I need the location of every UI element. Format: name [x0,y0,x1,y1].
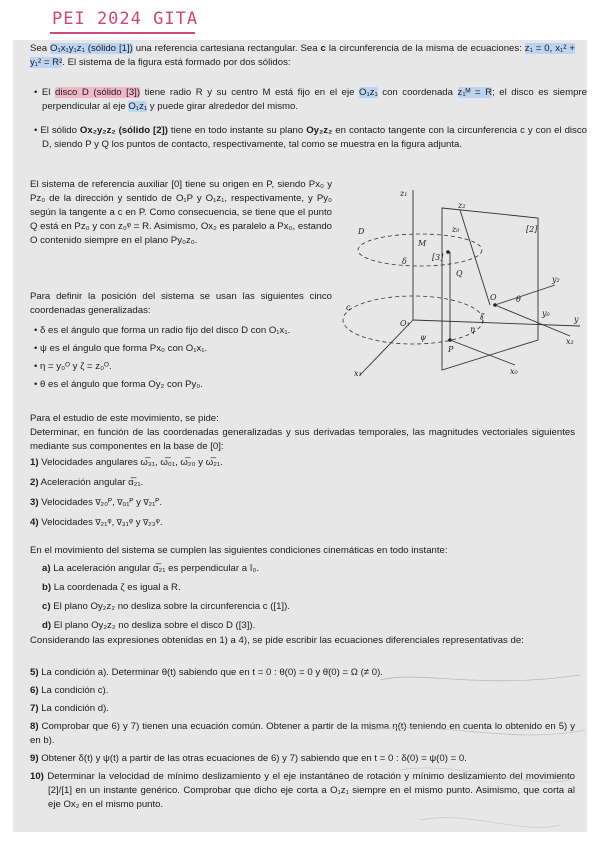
axis-x2 [495,305,570,336]
label-x0: x₀ [510,367,518,376]
label-y1: y [574,315,579,324]
label-delta: δ [402,257,407,266]
label-D: D [358,227,365,236]
task-6: 6) La condición c). [30,685,109,696]
axis-z2 [460,210,490,305]
axis-y1 [413,320,580,326]
label-theta: θ [516,295,521,304]
coords-intro: Para definir la posición del sistema se usan las siguientes cinco coordenadas generalizadas: [30,291,332,316]
label-Q: Q [456,269,463,278]
label-x1: x₁ [354,369,362,378]
highlight-equation: z₁ = 0, x₁² + y₁² = R² [30,43,575,68]
axis-y2 [495,285,555,305]
coord-theta: • θ es el ángulo que forma Oy₂ con Py₀. [34,379,203,390]
handwritten-underline [50,32,195,34]
coord-eta-zeta: • η = y₀ᴼ y ζ = z₀ᴼ. [34,361,112,372]
task-10: 10) Determinar la velocidad de mínimo deslizamiento y el eje instantáneo de rotación y mínimo deslizamiento del movimiento [2]/[1] en un instante genérico. Comprobar que dicho eje corta a O₁z₁ siempre en el mismo punto. Asimismo, que corta al eje Ox₂ en el mismo punto. [30,771,575,810]
axis-x1 [360,320,413,375]
task-5: 5) La condición a). Determinar θ(t) sabiendo que en t = 0 : θ(0) = 0 y θ̇(0) = Ω (≠ 0). [30,667,383,678]
label-z1: z₁ [400,189,408,198]
label-P: P [448,345,454,354]
label-O: O [490,293,497,302]
task-2: 2) Aceleración angular α̅₂₁. [30,477,144,488]
condition-b: b) La coordenada ζ es igual a R. [42,582,181,593]
task-8: 8) Comprobar que 6) y 7) tienen una ecuación común. Obtener a partir de la misma η(t) teniendo en cuenta lo obtenido en 5) y en b). [30,721,575,746]
determine-paragraph: Determinar, en función de las coordenadas generalizadas y sus derivadas temporales, las magnitudes vectoriales siguientes mediante sus componentes en la base de [0]: [30,427,575,452]
pencil-marks [360,660,590,850]
task-list-a [30,456,575,530]
mechanism-figure [330,180,585,380]
task-9: 9) Obtener δ(t) y ψ(t) a partir de las otras ecuaciones de 6) y 7) sabiendo que en t = 0 : δ(0) = ψ(0) = 0. [30,753,467,764]
considering-paragraph: Considerando las expresiones obtenidas en 1) a 4), se pide escribir las ecuaciones diferenciales representativas de: [30,635,524,646]
label-z0-top: z₀ [452,225,460,234]
highlight-reference: O₁x₁y₁z₁ (sólido [1]) [50,43,133,54]
condition-list [30,562,587,633]
condition-c: c) El plano Oy₂z₂ no desliza sobre la circunferencia c ([1]). [42,601,290,612]
label-zeta: ζ [480,313,485,322]
coord-delta: • δ es el ángulo que forma un radio fijo del disco D con O₁x₁. [34,325,291,336]
condition-a: a) La aceleración angular α̅₂₁ es perpendicular a î₀. [42,563,260,574]
handwritten-title: PEI 2024 GITA [52,9,199,29]
label-psi: ψ [420,333,427,342]
highlight-disk: disco D (sólido [3]) [54,87,141,98]
label-z2: z₂ [458,201,466,210]
conditions-intro: En el movimiento del sistema se cumplen las siguientes condiciones cinemáticas en todo instante: [30,545,448,556]
study-line: Para el estudio de este movimiento, se pide: [30,413,219,424]
label-c: c [346,303,351,312]
bullet-solid: • El sólido Ox₂y₂z₂ (sólido [2]) tiene en todo instante su plano Oy₂z₂ en contacto tangente con la circunferencia c y con el disco D, siendo P y Q los puntos de contacto, respectivamente, tal como se muestra en la figura adjunta. [34,125,587,150]
auxiliary-frame-paragraph: El sistema de referencia auxiliar [0] tiene su origen en P, siendo Px₀ y Pz₀ de la dirección y sentido de O₁P y O₁z₁, respectivamente, y Py₀ según la tangente a c en P. Como consecuencia, se tiene que el punto Q está en Pz₀ y con z₀ᵠ = R. Asimismo, Ox₂ es paralelo a Px₀, estando O contenido siempre en el plano Py₀z₀. [30,179,332,246]
label-M: M [418,239,427,248]
condition-d: d) El plano Oy₂z₂ no desliza sobre el disco D ([3]). [42,620,256,631]
bullet-disk: • El disco D (sólido [3]) tiene radio R y su centro M está fijo en el eje O₁z₁ con coordenada z₁ᴹ = R; el disco es siempre perpendicular al eje O₁z₁ y puede girar alrededor del mismo. [34,87,587,112]
label-solid3: [3] [432,253,444,262]
axis-x0 [450,340,515,365]
label-x2: x₂ [566,337,574,346]
intro-paragraph: Sea O₁x₁y₁z₁ (sólido [1]) una referencia cartesiana rectangular. Sea c la circunferencia de la misma de ecuaciones: z₁ = 0, x₁² + y₁² = R². El sistema de la figura está formado por dos sólidos: [30,43,575,68]
task-7: 7) La condición d). [30,703,109,714]
task-3: 3) Velocidades v̅₂₀ᴾ, v̅₀₁ᴾ y v̅₂₁ᴾ. [30,497,163,508]
label-eta: η [470,325,475,334]
coord-list [30,324,332,392]
label-O1: O₁ [400,319,410,328]
task-4: 4) Velocidades v̅₂₁ᵠ, v̅₃₁ᵠ y v̅₂₃ᵠ. [30,517,163,528]
label-y0: y₀ [542,309,550,318]
label-y2: y₂ [552,275,560,284]
coord-psi: • ψ es el ángulo que forma Px₀ con O₁x₁. [34,343,208,354]
label-solid2: [2] [526,225,538,234]
task-1: 1) Velocidades angulares ω̅₃₁, ω̅₀₁, ω̅₂₀ y ω̅₂₁. [30,457,223,468]
